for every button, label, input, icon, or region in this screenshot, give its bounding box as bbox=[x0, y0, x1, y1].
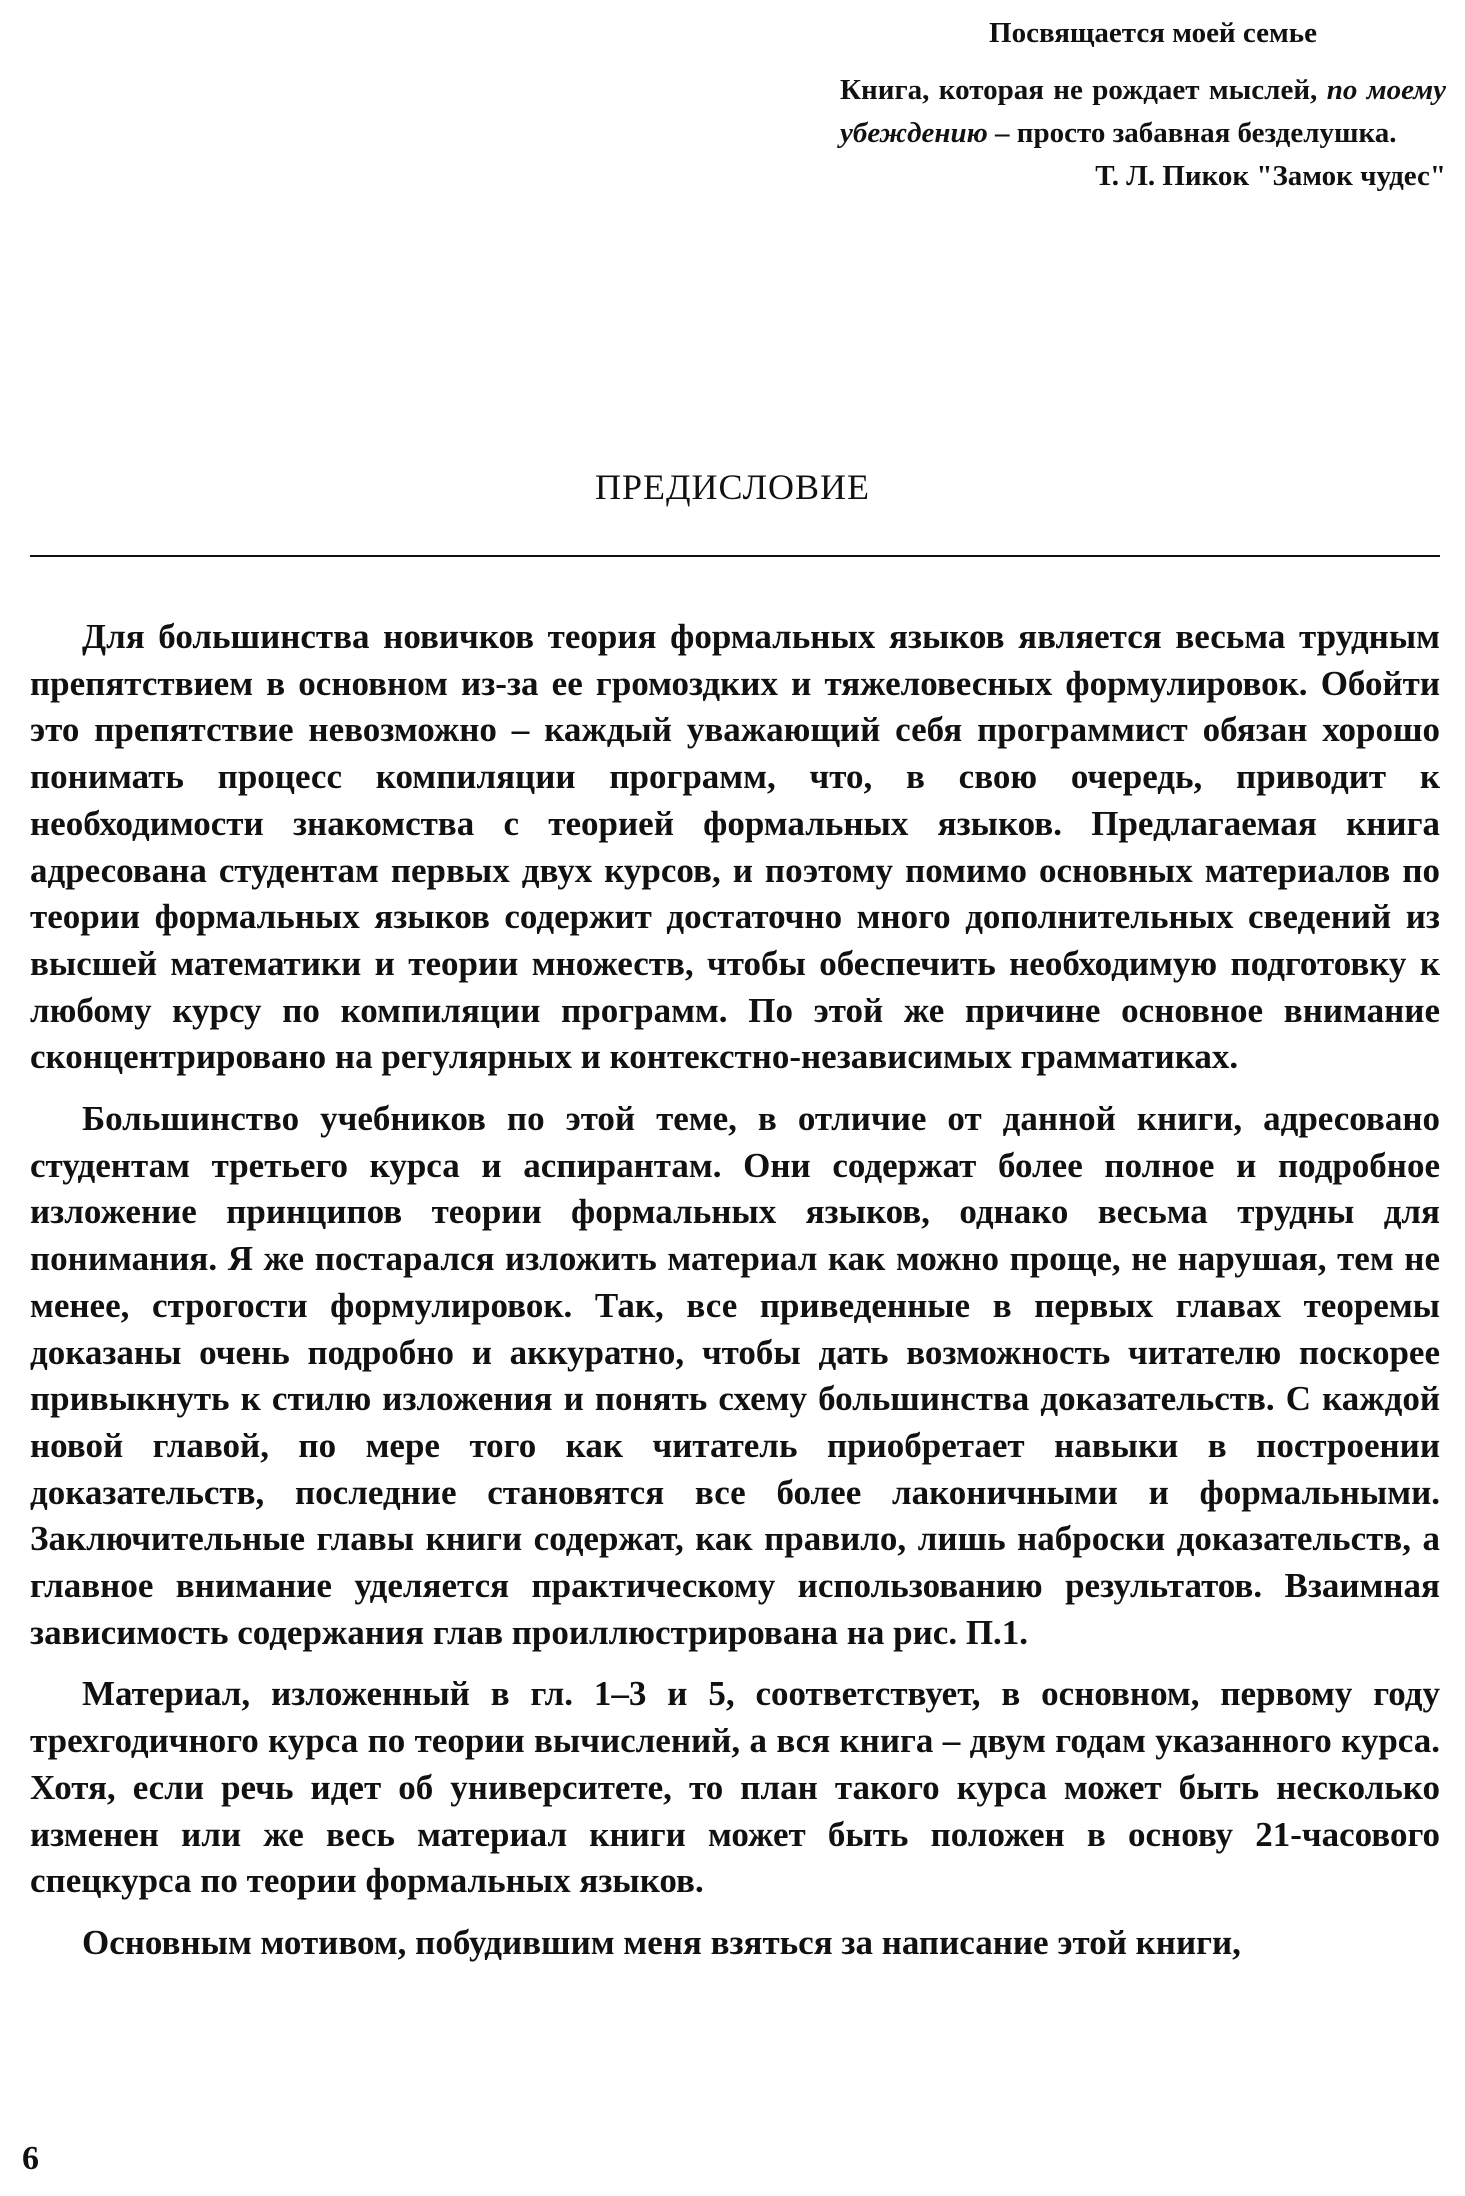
epigraph-block bbox=[840, 12, 1446, 198]
quote-end: – просто забавная безделушка. bbox=[987, 117, 1397, 149]
dedication: Посвящается моей семье bbox=[989, 17, 1317, 49]
epigraph-attribution: Т. Л. Пикок "Замок чудес" bbox=[1095, 160, 1446, 192]
body-text bbox=[30, 614, 1440, 1982]
section-heading: ПРЕДИСЛОВИЕ bbox=[594, 467, 871, 507]
paragraph-1: Для большинства новичков теория формальных языков является весьма трудным препятствием в основном из-за ее громоздких и тяжеловесных формулировок. Обойти это препятствие невозможно – каждый уважающий себя программист обязан хорошо понимать процесс компиляции программ, что, в свою очередь, приводит к необходимости знакомства с теорией формальных языков. Предлагаемая книга адресована студентам первых двух курсов, и поэтому помимо основных материалов по теории формальных языков содержит достаточно много дополнительных сведений из высшей математики и теории множеств, чтобы обеспечить необходимую подготовку к любому курсу по компиляции программ. По этой же причине основное внимание сконцентрировано на регулярных и контекстно-независимых грамматиках. bbox=[30, 617, 1440, 1077]
quote-emphasis: по моему убеждению bbox=[840, 74, 1446, 149]
paragraph-3: Материал, изложенный в гл. 1–3 и 5, соответствует, в основном, первому году трехгодичного курса по теории вычислений, а вся книга – двум годам указанного курса. Хотя, если речь идет об университете, то план такого курса может быть несколько изменен или же весь материал книги может быть положен в основу 21-часового спецкурса по теории формальных языков. bbox=[30, 1674, 1440, 1901]
epigraph-quote bbox=[840, 69, 1446, 155]
heading-divider bbox=[30, 555, 1440, 557]
quote-start: Книга, которая не рождает мыслей, bbox=[840, 74, 1327, 106]
page-number: 6 bbox=[22, 2140, 39, 2177]
paragraph-4: Основным мотивом, побудившим меня взяться за написание этой книги, bbox=[82, 1922, 1241, 1962]
paragraph-2: Большинство учебников по этой теме, в отличие от данной книги, адресовано студентам третьего курса и аспирантам. Они содержат более полное и подробное изложение принципов теории формальных языков, однако весьма трудны для понимания. Я же постарался изложить материал как можно проще, не нарушая, тем не менее, строгости формулировок. Так, все приведенные в первых главах теоремы доказаны очень подробно и аккуратно, чтобы дать возможность читателю поскорее привыкнуть к стилю изложения и понять схему большинства доказательств. С каждой новой главой, по мере того как читатель приобретает навыки в построении доказательств, последние становятся все более лаконичными и формальными. Заключительные главы книги содержат, как правило, лишь наброски доказательств, а главное внимание уделяется практическому использованию результатов. Взаимная зависимость содержания глав проиллюстрирована на рис. П.1. bbox=[30, 1099, 1440, 1652]
